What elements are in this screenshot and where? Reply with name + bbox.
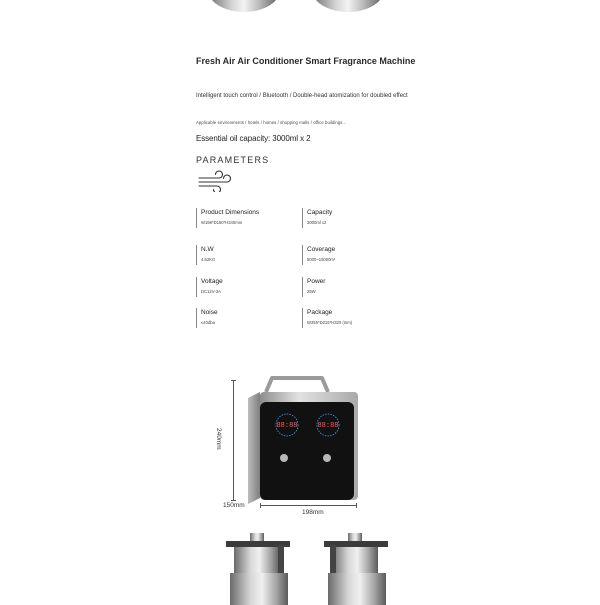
spec-label: Voltage [201, 278, 223, 285]
width-label: 198mm [302, 509, 324, 516]
product-title: Fresh Air Air Conditioner Smart Fragrance Machine [196, 56, 416, 66]
spec-value: 3000ml x2 [307, 220, 327, 225]
width-dimension-tick [356, 503, 357, 508]
spec-item [196, 277, 223, 297]
spec-value: ≤40dba [201, 320, 215, 325]
knob-right [323, 454, 331, 462]
height-dimension-tick [231, 380, 236, 381]
wind-icon [197, 170, 233, 192]
spec-label: Package [307, 309, 333, 316]
top-bottle-right [312, 0, 384, 12]
width-dimension-line [260, 505, 356, 506]
spec-item [196, 308, 218, 328]
spec-value: 4.52KG [201, 257, 216, 262]
applicable-environments: Applicable environments / hotels / homes / shopping malls / office buildings... [196, 120, 347, 125]
spec-item [196, 208, 259, 228]
bottle-left [222, 533, 296, 605]
bottle-right [320, 533, 394, 605]
spec-label: N.W [201, 246, 214, 253]
depth-label: 150mm [223, 502, 245, 509]
spec-item [302, 208, 332, 228]
width-dimension-tick [260, 503, 261, 508]
spec-item [196, 245, 215, 265]
spec-value: 25W [307, 289, 316, 294]
capacity-line: Essential oil capacity: 3000ml x 2 [196, 134, 311, 143]
spec-label: Product Dimensions [201, 209, 260, 216]
spec-item [302, 245, 335, 265]
spec-value: 5000~15000m³ [307, 257, 336, 262]
spec-label: Capacity [307, 209, 333, 216]
parameters-heading: PARAMETERS [196, 155, 270, 165]
height-dimension-tick [231, 500, 236, 501]
height-dimension-line [233, 380, 234, 500]
display-left-text: 88:88 [276, 422, 298, 430]
spec-value: DC12V-3A [201, 289, 221, 294]
spec-value: W255*D215*H320 (mm) [307, 320, 353, 325]
spec-label: Coverage [307, 246, 336, 253]
spec-item [302, 308, 352, 328]
product-illustration [226, 372, 366, 522]
product-intro: Intelligent touch control / Bluetooth / Double-head atomization for doubled effect [196, 93, 408, 99]
spec-label: Power [307, 278, 326, 285]
spec-item [302, 277, 325, 297]
spec-label: Noise [201, 309, 218, 316]
spec-value: W198*D150*H240mm [201, 220, 243, 225]
display-right-text: 88:88 [317, 422, 339, 430]
height-label: 240mm [215, 428, 222, 450]
knob-left [280, 454, 288, 462]
top-bottle-left [208, 0, 280, 12]
